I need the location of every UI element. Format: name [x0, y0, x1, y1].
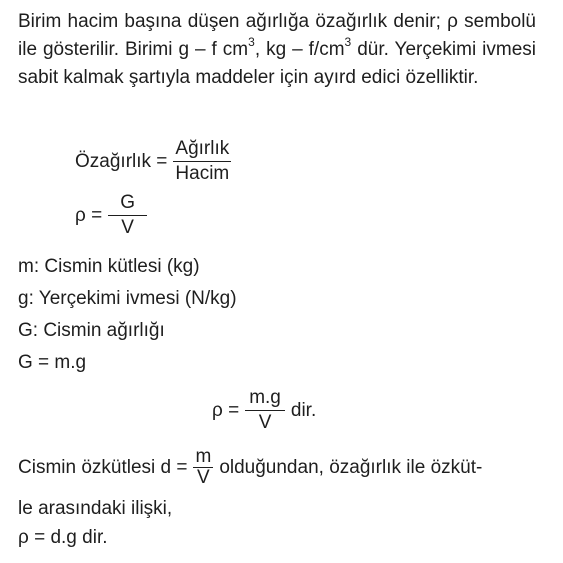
- formula-lhs: Özağırlık =: [75, 150, 168, 172]
- formula-lhs: ρ =: [212, 399, 240, 421]
- fraction: [245, 387, 285, 434]
- rho-formula: [75, 192, 147, 239]
- definition-mass: m: Cismin kütlesi (kg): [18, 256, 200, 277]
- density-suffix: olduğundan, özağırlık ile özküt-: [219, 456, 483, 478]
- final-equation: ρ = d.g dir.: [18, 527, 108, 548]
- specific-weight-formula: [75, 138, 231, 185]
- density-prefix: Cismin özkütlesi d =: [18, 456, 188, 478]
- intro-text-2: , kg – f/cm: [254, 39, 345, 60]
- intro-paragraph: [18, 8, 536, 92]
- fraction: [193, 448, 213, 487]
- formula-suffix: dir.: [290, 399, 317, 421]
- formula-lhs: ρ =: [75, 204, 103, 226]
- continuation-text: le arasındaki ilişki,: [18, 498, 173, 519]
- weight-equation: G = m.g: [18, 352, 87, 373]
- fraction-numerator: m: [195, 446, 212, 467]
- fraction-numerator: Ağırlık: [173, 138, 231, 162]
- fraction: [108, 192, 147, 239]
- fraction-denominator: V: [258, 412, 272, 433]
- fraction: [173, 138, 231, 185]
- fraction-denominator: V: [197, 467, 210, 488]
- density-line: [18, 448, 482, 487]
- definition-gravity: g: Yerçekimi ivmesi (N/kg): [18, 288, 237, 309]
- intro-text-1: Birim hacim başına düşen ağırlığa özağırlık denir; ρ sembolü ile gösterilir. Birimi g – f cm: [18, 11, 536, 60]
- fraction-numerator: G: [108, 192, 147, 216]
- definition-weight: G: Cismin ağırlığı: [18, 320, 165, 341]
- fraction-denominator: Hacim: [175, 163, 230, 184]
- superscript-3: 3: [344, 34, 352, 49]
- superscript-3: 3: [248, 34, 255, 49]
- fraction-numerator: m.g: [245, 387, 285, 411]
- intro-text-3: dür. Yerçekimi ivmesi sabit kalmak şartıyla maddeler için ayırd edici özelliktir.: [18, 39, 537, 88]
- rho-mg-formula: [212, 387, 316, 434]
- fraction-denominator: V: [121, 217, 134, 238]
